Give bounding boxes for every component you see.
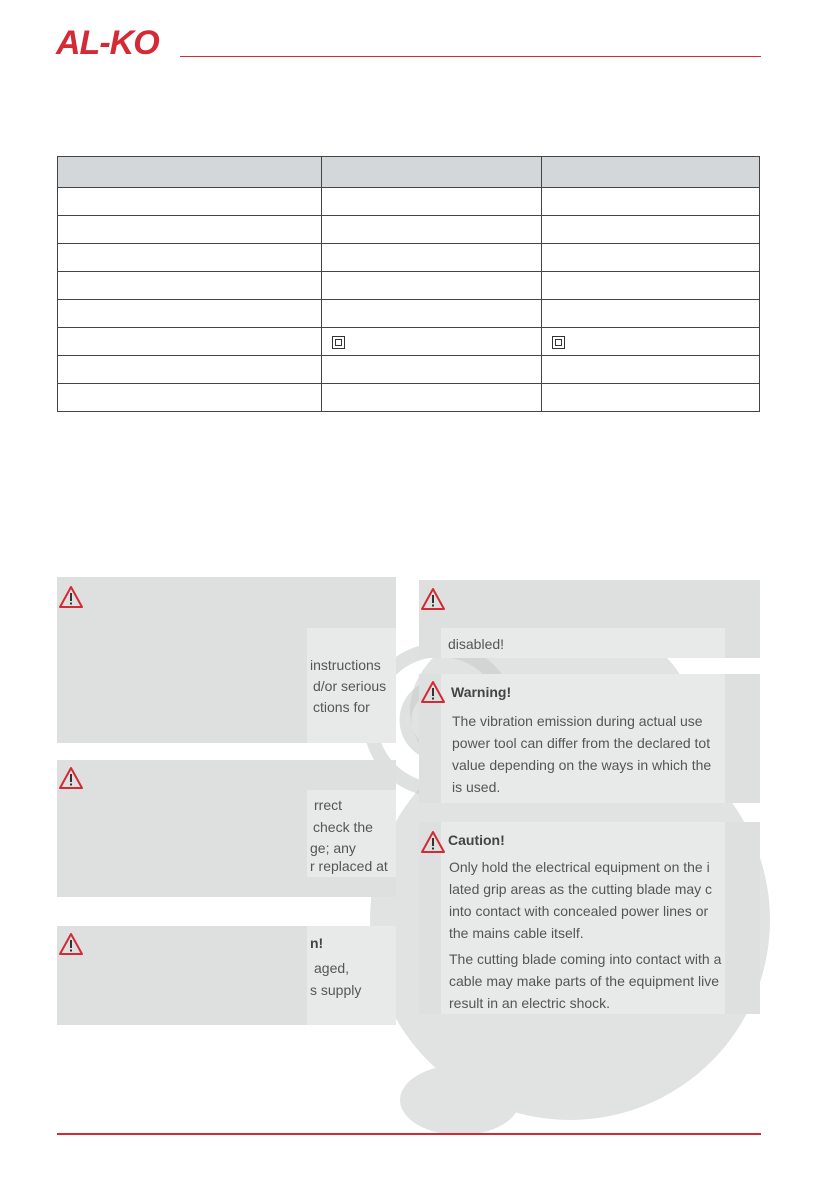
left-note-2-line: rrect bbox=[314, 797, 342, 813]
protection-class-ii-icon bbox=[552, 336, 565, 349]
right-note-3-line: the mains cable itself. bbox=[449, 925, 584, 941]
table-row bbox=[58, 300, 760, 328]
left-note-1-line: ctions for bbox=[313, 699, 370, 715]
table-row bbox=[58, 216, 760, 244]
table-header-cell bbox=[542, 157, 760, 188]
warning-triangle-icon bbox=[420, 830, 446, 854]
table-row bbox=[58, 384, 760, 412]
spec-table bbox=[57, 156, 760, 412]
table-cell bbox=[542, 356, 760, 384]
left-note-2-line: ge; any bbox=[310, 840, 356, 856]
table-cell bbox=[58, 244, 322, 272]
table-header-cell bbox=[58, 157, 322, 188]
right-note-2-line: power tool can differ from the declared tot bbox=[452, 735, 711, 751]
table-cell bbox=[58, 272, 322, 300]
right-note-3-line: The cutting blade coming into contact with a bbox=[449, 951, 722, 967]
left-note-3-line: aged, bbox=[314, 960, 350, 976]
table-row bbox=[58, 328, 760, 356]
table-header-row bbox=[58, 157, 760, 188]
protection-class-ii-icon bbox=[332, 336, 345, 349]
table-cell bbox=[322, 216, 542, 244]
table-cell bbox=[58, 300, 322, 328]
table-cell bbox=[58, 216, 322, 244]
warning-triangle-icon bbox=[58, 932, 84, 956]
table-header-cell bbox=[322, 157, 542, 188]
header-rule bbox=[180, 56, 761, 57]
warning-triangle-icon bbox=[420, 587, 446, 611]
table-cell bbox=[542, 216, 760, 244]
table-cell bbox=[322, 300, 542, 328]
right-note-1-text: disabled! bbox=[448, 636, 505, 652]
table-cell bbox=[542, 384, 760, 412]
warning-triangle-icon bbox=[58, 585, 84, 609]
right-note-3-line: cable may make parts of the equipment live bbox=[449, 973, 720, 989]
warning-triangle-icon bbox=[58, 766, 84, 790]
warning-triangle-icon bbox=[420, 680, 446, 704]
table-cell bbox=[58, 356, 322, 384]
right-note-2-line: The vibration emission during actual use bbox=[452, 713, 703, 729]
alko-logo: AL-KO bbox=[56, 24, 159, 62]
table-row bbox=[58, 244, 760, 272]
right-note-3-line: result in an electric shock. bbox=[449, 995, 611, 1011]
table-cell bbox=[322, 384, 542, 412]
table-row bbox=[58, 188, 760, 216]
table-cell bbox=[542, 328, 760, 356]
right-note-3-line: lated grip areas as the cutting blade may c bbox=[449, 881, 713, 897]
right-note-3-line: into contact with concealed power lines or bbox=[449, 903, 709, 919]
table-cell bbox=[58, 384, 322, 412]
table-cell bbox=[322, 328, 542, 356]
table-row bbox=[58, 356, 760, 384]
table-cell bbox=[58, 328, 322, 356]
left-note-2-line: check the bbox=[313, 819, 373, 835]
table-cell bbox=[542, 300, 760, 328]
right-note-3-title: Caution! bbox=[448, 832, 505, 848]
left-note-1-line: d/or serious bbox=[313, 678, 387, 694]
table-cell bbox=[322, 244, 542, 272]
table-cell bbox=[58, 188, 322, 216]
right-note-3-line: Only hold the electrical equipment on the i bbox=[449, 859, 710, 875]
table-cell bbox=[322, 188, 542, 216]
table-cell bbox=[542, 272, 760, 300]
table-cell bbox=[542, 188, 760, 216]
right-note-2-line: value depending on the ways in which the bbox=[452, 757, 712, 773]
right-note-2-line: is used. bbox=[452, 779, 501, 795]
left-note-3-line: s supply bbox=[310, 982, 362, 998]
table-row bbox=[58, 272, 760, 300]
left-note-1-line: instructions bbox=[310, 657, 381, 673]
right-note-2-title: Warning! bbox=[451, 684, 512, 700]
footer-rule bbox=[57, 1133, 761, 1135]
left-note-2-line: r replaced at bbox=[310, 858, 388, 874]
table-cell bbox=[322, 272, 542, 300]
left-note-3-title: n! bbox=[310, 935, 324, 951]
table-cell bbox=[322, 356, 542, 384]
table-cell bbox=[542, 244, 760, 272]
